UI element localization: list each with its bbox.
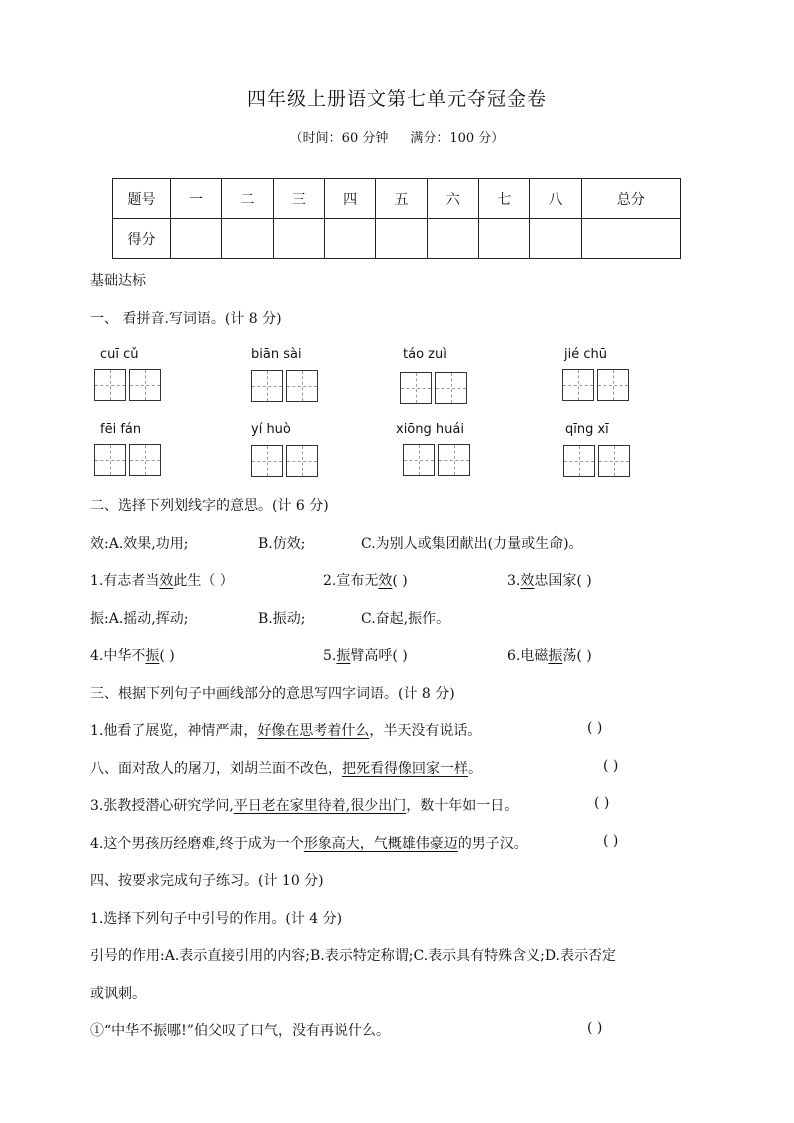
item-text: 4.中华不 (90, 648, 146, 664)
item-text: 2.宣布无 (323, 573, 379, 589)
zhen-item-5 (323, 645, 408, 665)
writing-boxes-6[interactable] (251, 445, 318, 477)
item-text: ，数十年如一日。 (406, 798, 519, 814)
tian-grid-box[interactable] (286, 370, 318, 402)
score-label: 满分：100 分） (410, 131, 505, 146)
underlined-char: 振 (145, 648, 160, 664)
item-text: 1.他看了展览，神情严肃， (90, 723, 258, 739)
score-input-cell[interactable] (273, 219, 324, 259)
score-cell: 题号 (113, 179, 171, 219)
item-text: 。 (468, 761, 482, 777)
time-label: （时间：60 分钟 (289, 131, 389, 146)
score-cell: 二 (222, 179, 273, 219)
score-input-cell[interactable] (171, 219, 222, 259)
pinyin-6: yí huò (251, 422, 291, 437)
score-cell: 五 (376, 179, 427, 219)
score-table-score-row (113, 219, 681, 259)
writing-boxes-4[interactable] (562, 369, 629, 401)
zhen-item-6 (507, 645, 592, 665)
zhen-item-4 (90, 645, 175, 665)
item-text: ，半天没有说话。 (369, 723, 482, 739)
score-cell: 四 (324, 179, 375, 219)
tian-grid-box[interactable] (129, 369, 161, 401)
question-1-title: 一、 看拼音.写词语。(计 8 分) (90, 311, 282, 327)
answer-blank[interactable]: ( ) (603, 758, 619, 774)
question-3-title: 三、根据下列句子中画线部分的意思写四字词语。(计 8 分) (90, 686, 455, 702)
score-row-label: 得分 (113, 219, 171, 259)
underlined-phrase: 好像在思考着什么 (257, 723, 370, 739)
pinyin-4: jié chū (564, 347, 607, 362)
tian-grid-box[interactable] (403, 444, 435, 476)
tian-grid-box[interactable] (562, 369, 594, 401)
quote-usage-description: 引号的作用:A.表示直接引用的内容;B.表示特定称谓;C.表示具有特殊含义;D.表示否定 (90, 948, 617, 964)
xiao-item-3 (507, 570, 592, 590)
score-input-cell[interactable] (324, 219, 375, 259)
answer-blank[interactable]: ( ) (587, 1020, 603, 1036)
score-table (112, 178, 681, 259)
pinyin-5: fēi fán (100, 422, 142, 437)
score-cell: 一 (171, 179, 222, 219)
underlined-phrase: 形象高大，气概雄伟豪迈 (303, 836, 458, 852)
tian-grid-box[interactable] (563, 445, 595, 477)
tian-grid-box[interactable] (94, 369, 126, 401)
score-input-cell[interactable] (530, 219, 581, 259)
xiao-item-2 (323, 570, 408, 590)
item-text: 4.这个男孩历经磨难,终于成为一个 (90, 836, 304, 852)
tian-grid-box[interactable] (400, 372, 432, 404)
q4-sub-1-title: 1.选择下列句子中引号的作用。(计 4 分) (90, 911, 343, 927)
score-cell: 六 (427, 179, 478, 219)
tian-grid-box[interactable] (94, 444, 126, 476)
underlined-char: 效 (520, 573, 535, 589)
xiao-item-1 (90, 570, 234, 590)
zhen-definition-a: 振:A.摇动,挥动; (90, 611, 189, 627)
score-input-cell[interactable] (427, 219, 478, 259)
item-text: 荡( ) (562, 648, 592, 664)
zhen-definition-c: C.奋起,振作。 (361, 611, 451, 627)
item-text: 1.有志者当 (90, 573, 160, 589)
xiao-definition-b: B.仿效; (258, 536, 306, 552)
xiao-definition-a: 效:A.效果,功用; (90, 536, 189, 552)
writing-boxes-5[interactable] (94, 444, 161, 476)
item-text: 6.电磁 (507, 648, 549, 664)
item-text: 臂高呼( ) (350, 648, 408, 664)
writing-boxes-3[interactable] (400, 372, 467, 404)
writing-boxes-7[interactable] (403, 444, 470, 476)
question-2-title: 二、选择下列划线字的意思。(计 6 分) (90, 498, 329, 514)
item-text: ( ) (159, 648, 175, 664)
item-text: ( ) (392, 573, 408, 589)
score-cell: 总分 (581, 179, 680, 219)
q3-item-1 (90, 720, 481, 740)
pinyin-8: qīng xī (565, 422, 609, 437)
underlined-char: 振 (548, 648, 563, 664)
question-4-title: 四、按要求完成句子练习。(计 10 分) (90, 873, 324, 889)
underlined-phrase: 平日老在家里待着,很少出门 (233, 798, 407, 814)
answer-blank[interactable]: ( ) (587, 720, 603, 736)
tian-grid-box[interactable] (286, 445, 318, 477)
score-input-cell[interactable] (222, 219, 273, 259)
tian-grid-box[interactable] (435, 372, 467, 404)
item-text: 的男子汉。 (457, 836, 528, 852)
underlined-char: 效 (378, 573, 393, 589)
quote-usage-description-cont: 或讽刺。 (90, 986, 146, 1002)
pinyin-1: cuī cǔ (100, 347, 139, 362)
score-cell: 三 (273, 179, 324, 219)
writing-boxes-1[interactable] (94, 369, 161, 401)
writing-boxes-8[interactable] (563, 445, 630, 477)
item-text: 3.张教授潜心研究学问, (90, 798, 234, 814)
zhen-definition-b: B.振动; (258, 611, 306, 627)
item-text: 此生（ ） (173, 573, 234, 589)
tian-grid-box[interactable] (251, 445, 283, 477)
item-text: 3. (507, 573, 521, 589)
tian-grid-box[interactable] (251, 370, 283, 402)
tian-grid-box[interactable] (598, 445, 630, 477)
pinyin-2: biān sài (251, 347, 302, 362)
pinyin-7: xiōng huái (396, 422, 464, 437)
item-text: 忠国家( ) (534, 573, 592, 589)
tian-grid-box[interactable] (597, 369, 629, 401)
answer-blank[interactable]: ( ) (594, 795, 610, 811)
tian-grid-box[interactable] (129, 444, 161, 476)
underlined-phrase: 把死看得像回家一样 (342, 761, 468, 777)
page-title: 四年级上册语文第七单元夺冠金卷 (246, 88, 547, 110)
item-text: 5. (323, 648, 337, 664)
answer-blank[interactable]: ( ) (603, 833, 619, 849)
underlined-char: 效 (159, 573, 174, 589)
writing-boxes-2[interactable] (251, 370, 318, 402)
tian-grid-box[interactable] (438, 444, 470, 476)
q4-item-1: ①“中华不振哪!”伯父叹了口气，没有再说什么。 (90, 1023, 390, 1039)
q3-item-2 (90, 758, 482, 778)
item-text: 八、面对敌人的屠刀，刘胡兰面不改色， (90, 761, 342, 777)
score-cell: 七 (478, 179, 529, 219)
section-label: 基础达标 (90, 273, 146, 289)
score-input-cell[interactable] (478, 219, 529, 259)
xiao-definition-c: C.为别人或集团献出(力量或生命)。 (361, 536, 583, 552)
score-cell: 八 (530, 179, 581, 219)
underlined-char: 振 (336, 648, 351, 664)
score-table-header-row (113, 179, 681, 219)
pinyin-3: táo zuì (403, 347, 447, 362)
q3-item-4 (90, 833, 528, 853)
exam-info (0, 127, 794, 146)
score-input-cell[interactable] (376, 219, 427, 259)
score-input-cell[interactable] (581, 219, 680, 259)
q3-item-3 (90, 795, 518, 815)
